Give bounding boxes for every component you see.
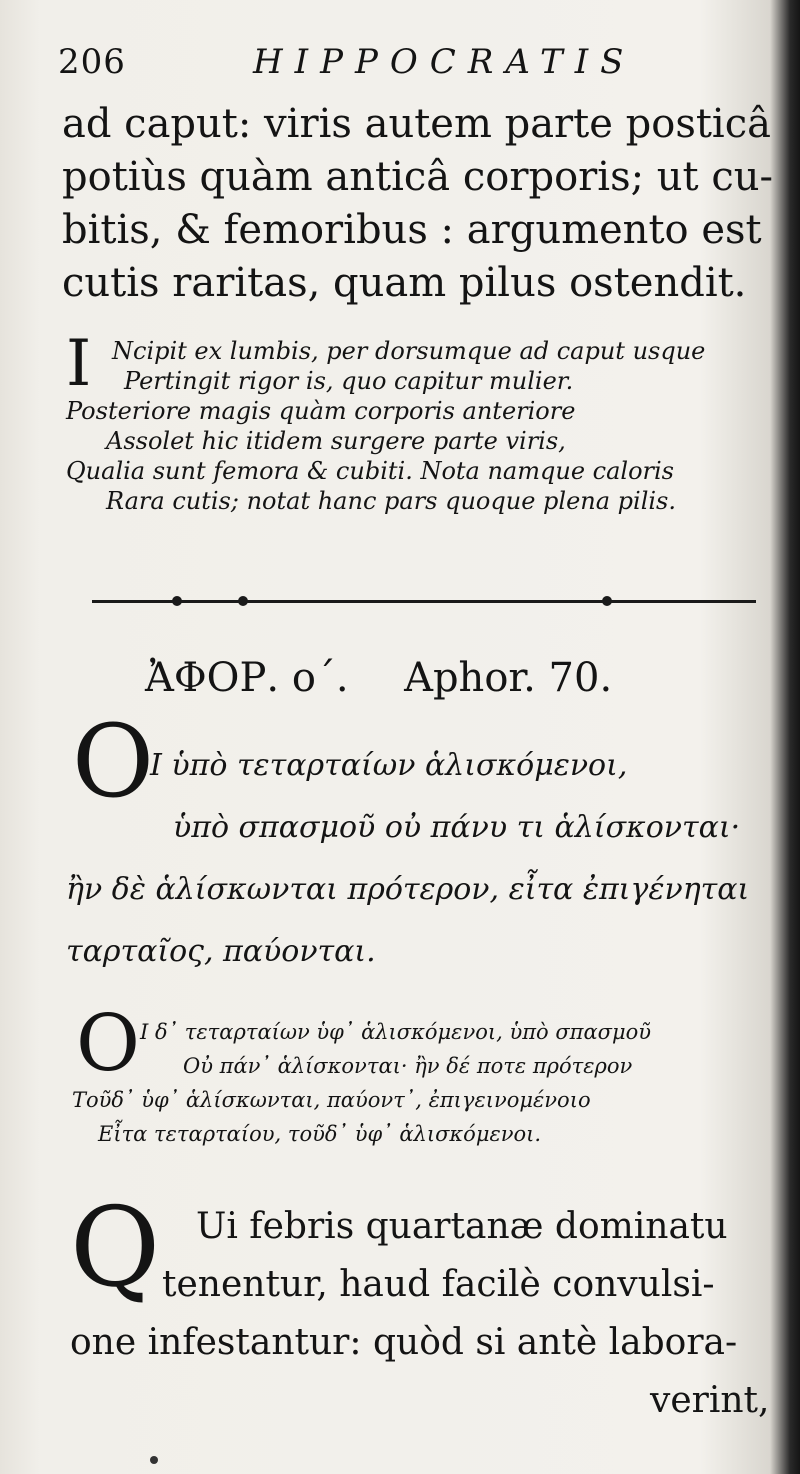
aphorism-heading-greek: ἈΦΟΡ. ο΄. [145,655,349,701]
rule-ornament [602,596,612,606]
drop-initial: I [66,327,92,401]
verse-line: Assolet hic itidem surgere parte viris, [106,427,566,455]
greek-line: ἢν δὲ ἁλίσκωνται πρότερον, εἶτα ἐπιγένηται [66,872,750,907]
verse-line: Pertingit rigor is, quo capitur mulier. [124,367,574,395]
prose-line: cutis raritas, quam pilus ostendit. [62,260,747,306]
greek-line: ὑπὸ σπασμοῦ οὐ πάνυ τι ἁλίσκονται· [173,810,741,845]
greek-verse-line: Εἶτα τεταρταίου, τοῦδ᾽ ὑφ᾽ ἁλισκόμενοι. [98,1122,542,1146]
aphorism-heading [145,655,745,705]
greek-prose [66,735,768,983]
rule-ornament [172,596,182,606]
verse-line: Qualia sunt femora & cubiti. Nota namque caloris [66,457,674,485]
prose-line: verint, [650,1380,770,1421]
prose-line: bitis, & femoribus : argumento est [62,207,762,253]
page-header [58,42,758,82]
greek-verse-line: Τοῦδ᾽ ὑφ᾽ ἁλίσκωνται, παύοντ᾽, ἐπιγεινομένοιο [72,1088,591,1112]
latin-prose-top [62,98,774,310]
greek-verse-line: Ι δ᾽ τεταρταίων ὑφ᾽ ἁλισκόμενοι, ὑπὸ σπασμοῦ [140,1020,652,1044]
aphorism-heading-latin: Aphor. 70. [404,655,613,701]
prose-line: one infestantur: quòd si antè labora- [70,1322,738,1363]
page-number: 206 [58,42,126,82]
page-blemish [150,1456,158,1464]
prose-line: ad caput: viris autem parte posticâ [62,101,771,147]
verse-line: Ncipit ex lumbis, per dorsumque ad caput usque [112,337,706,365]
greek-line: Ι ὑπὸ τεταρταίων ἁλισκόμενοι, [150,748,628,783]
verse-line: Rara cutis; notat hanc pars quoque plena pilis. [106,487,676,515]
prose-line: tenentur, haud facilè convulsi- [162,1264,715,1305]
greek-verse-line: Οὐ πάν᾽ ἁλίσκονται· ἢν δέ ποτε πρότερον [183,1054,633,1078]
prose-line: potiùs quàm anticâ corporis; ut cu- [62,154,774,200]
ornamental-rule [92,600,756,603]
latin-verse [66,327,766,516]
rule-ornament [238,596,248,606]
verse-line: Posteriore magis quàm corporis anteriore [66,397,576,425]
running-head: HIPPOCRATIS [253,42,636,82]
greek-line: ταρταῖος, παύονται. [66,934,376,969]
drop-initial: O [72,703,154,820]
prose-line: Ui febris quartanæ dominatu [196,1206,728,1247]
drop-initial: Q [70,1183,161,1311]
latin-prose-bottom [70,1198,770,1430]
greek-verse [72,1015,768,1151]
drop-initial: O [76,999,140,1089]
